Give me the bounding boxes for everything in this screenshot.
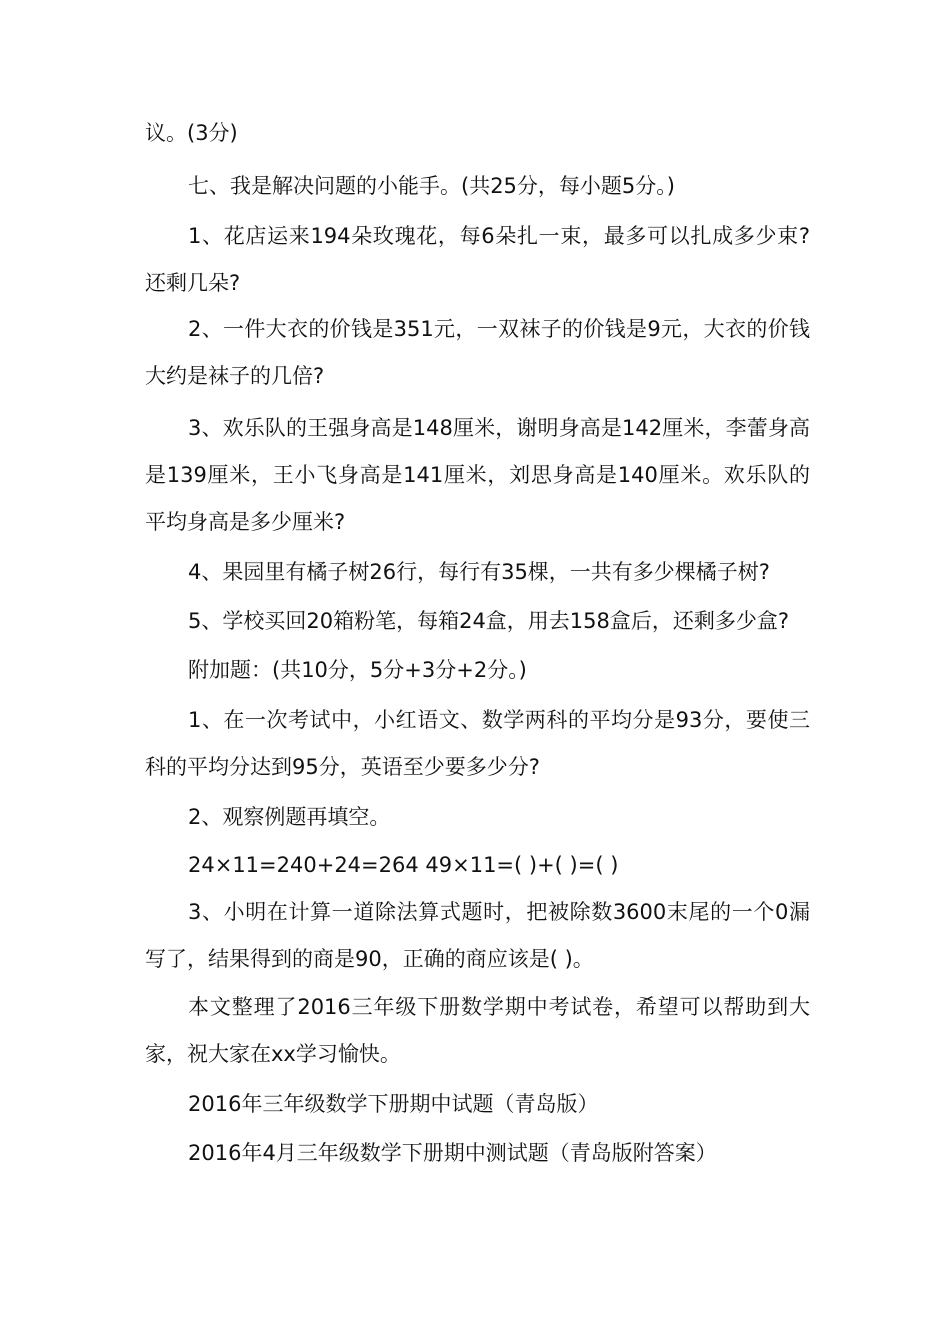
question-2: 2、一件大衣的价钱是351元，一双袜子的价钱是9元，大衣的价钱大约是袜子的几倍? <box>145 317 810 388</box>
question-1: 1、花店运来194朵玫瑰花，每6朵扎一束，最多可以扎成多少束?还剩几朵? <box>145 224 810 295</box>
closing-paragraph: 本文整理了2016三年级下册数学期中考试卷，希望可以帮助到大家，祝大家在xx学习愉快。 <box>145 995 810 1066</box>
related-link-2: 2016年4月三年级数学下册期中测试题（青岛版附答案） <box>188 1141 717 1165</box>
question-4: 4、果园里有橘子树26行，每行有35棵，一共有多少棵橘子树? <box>188 560 770 584</box>
related-link-1: 2016年三年级数学下册期中试题（青岛版） <box>188 1092 599 1116</box>
bonus-question-3: 3、小明在计算一道除法算式题时，把被除数3600末尾的一个0漏写了，结果得到的商是90，正确的商应该是( )。 <box>145 900 810 971</box>
question-5: 5、学校买回20箱粉笔，每箱24盒，用去158盒后，还剩多少盒? <box>188 609 790 633</box>
bonus-question-2: 2、观察例题再填空。 <box>188 805 391 829</box>
bonus-question-1: 1、在一次考试中，小红语文、数学两科的平均分是93分，要使三科的平均分达到95分，英语至少要多少分? <box>145 708 810 779</box>
section-heading-problem-solving: 七、我是解决问题的小能手。(共25分，每小题5分。) <box>188 174 675 198</box>
bonus-example-equation: 24×11=240+24=264 49×11=( )+( )=( ) <box>188 853 619 877</box>
question-3: 3、欢乐队的王强身高是148厘米，谢明身高是142厘米，李蕾身高是139厘米，王小飞身高是141厘米，刘思身高是140厘米。欢乐队的平均身高是多少厘米? <box>145 416 810 534</box>
paragraph-continuation: 议。(3分) <box>145 121 238 145</box>
bonus-heading: 附加题：(共10分，5分+3分+2分。) <box>188 658 527 682</box>
